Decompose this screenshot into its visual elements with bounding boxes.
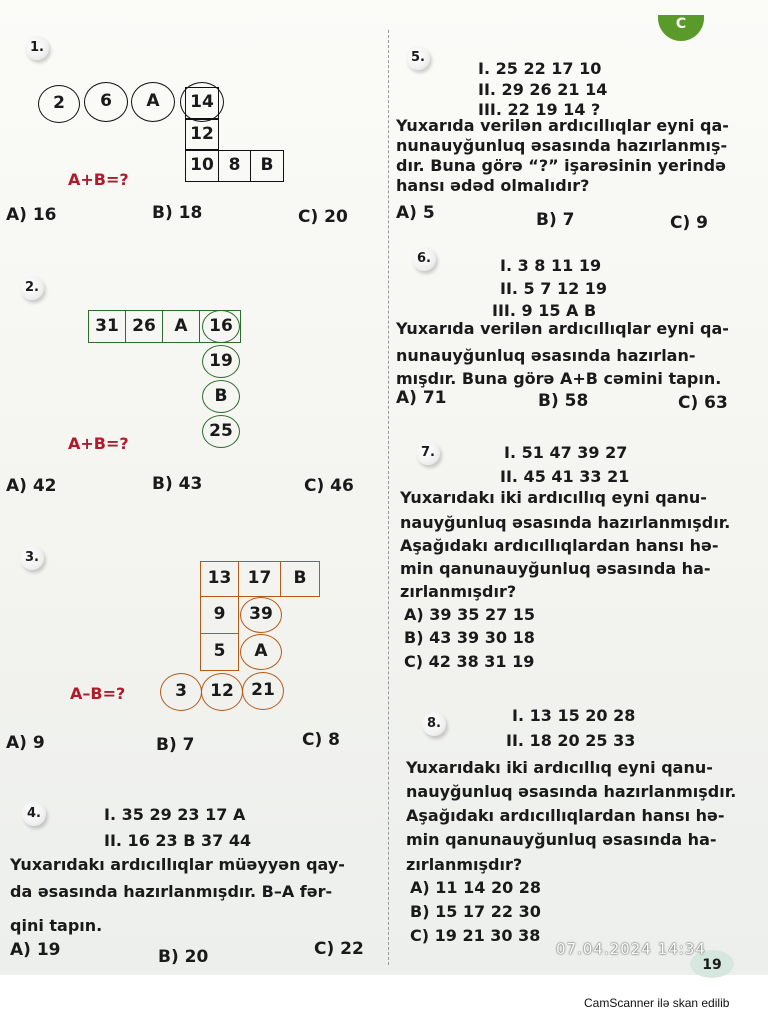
q4-text-1: Yuxarıdakı ardıcıllıqlar müəyyən qay-: [10, 855, 345, 874]
q2-ask: A+B=?: [68, 434, 129, 453]
q3-answer-b[interactable]: B) 7: [156, 735, 195, 755]
q7-text-4: min qanunauyğunluq əsasında ha-: [400, 559, 711, 578]
q2-cell-2: 26: [125, 310, 163, 343]
q2-answer-c[interactable]: C) 46: [304, 476, 354, 496]
q6-answer-c[interactable]: C) 63: [678, 393, 728, 413]
q6-text-3: mışdır. Buna görə A+B cəmini tapın.: [396, 369, 722, 388]
q8-text-4: min qanunauyğunluq əsasında ha-: [406, 830, 717, 849]
q1-answer-c[interactable]: C) 20: [298, 207, 348, 227]
q1-chain-circle-2: 6: [84, 82, 128, 122]
q1-cell-row-3: B: [250, 150, 284, 182]
q4-answer-b[interactable]: B) 20: [158, 947, 209, 967]
q8-answer-a[interactable]: A) 11 14 20 28: [410, 878, 542, 897]
q5-text-4: hansı ədəd olmalıdır?: [396, 176, 590, 195]
question-3-number: 3.: [20, 546, 44, 570]
q2-circle-2: 19: [202, 345, 240, 378]
question-1-number: 1.: [25, 36, 49, 60]
q1-cell-row-2: 8: [218, 150, 251, 182]
q8-sequence-1: I. 13 15 20 28: [512, 706, 636, 725]
q1-cell-row-1: 10: [185, 150, 219, 182]
q4-sequence-2: II. 16 23 B 37 44: [104, 831, 252, 850]
q5-answer-a[interactable]: A) 5: [396, 203, 435, 223]
q3-row1-cell-3: B: [280, 561, 320, 597]
q8-text-1: Yuxarıdakı iki ardıcıllıq eyni qanu-: [406, 758, 713, 777]
q3-row4-circle-1: 3: [160, 673, 202, 711]
q3-row4-circle-2: 12: [201, 673, 243, 711]
q2-answer-b[interactable]: B) 43: [152, 474, 203, 494]
q3-answer-c[interactable]: C) 8: [302, 730, 340, 750]
q3-row3-circle: A: [240, 634, 282, 670]
q2-circle-4: 25: [202, 415, 240, 448]
q8-answer-c[interactable]: C) 19 21 30 38: [410, 926, 541, 945]
q7-text-5: zırlanmışdır?: [400, 582, 517, 601]
q1-ask: A+B=?: [68, 170, 129, 189]
q5-text-1: Yuxarıda verilən ardıcıllıqlar eyni qa-: [396, 116, 729, 135]
date-time-stamp: 07.04.2024 14:34: [556, 940, 706, 958]
q3-row4-circle-3: 21: [242, 672, 284, 710]
q3-answer-a[interactable]: A) 9: [6, 733, 45, 753]
q6-text-1: Yuxarıda verilən ardıcıllıqlar eyni qa-: [396, 319, 729, 338]
q3-row2-circle: 39: [240, 597, 282, 633]
q8-text-5: zırlanmışdır?: [406, 855, 523, 874]
q1-answer-b[interactable]: B) 18: [152, 203, 203, 223]
q4-text-3: qini tapın.: [10, 916, 103, 935]
q5-sequence-1: I. 25 22 17 10: [478, 59, 602, 78]
q1-chain-circle-1: 2: [38, 85, 80, 123]
q6-answer-a[interactable]: A) 71: [396, 388, 447, 408]
q7-answer-c[interactable]: C) 42 38 31 19: [404, 652, 535, 671]
q5-text-2: nunauyğunluq əsasında hazırlanmış-: [396, 136, 728, 155]
q1-cell-col: 12: [185, 119, 219, 150]
q2-answer-a[interactable]: A) 42: [6, 476, 57, 496]
q3-ask: A–B=?: [70, 684, 126, 703]
question-2-number: 2.: [20, 276, 44, 300]
q8-text-3: Aşağıdakı ardıcıllıqlardan hansı hə-: [406, 806, 725, 825]
q6-sequence-2: II. 5 7 12 19: [500, 279, 608, 298]
q1-chain-circle-3: A: [131, 82, 175, 122]
q7-answer-a[interactable]: A) 39 35 27 15: [404, 605, 536, 624]
q7-text-3: Aşağıdakı ardıcıllıqlardan hansı hə-: [400, 536, 719, 555]
q5-sequence-3: III. 22 19 14 ?: [478, 100, 601, 119]
q8-sequence-2: II. 18 20 25 33: [506, 731, 636, 750]
q2-cell-1: 31: [88, 310, 126, 343]
q6-sequence-1: I. 3 8 11 19: [500, 256, 602, 275]
q6-sequence-3: III. 9 15 A B: [492, 301, 597, 320]
q6-answer-b[interactable]: B) 58: [538, 391, 589, 411]
q8-answer-b[interactable]: B) 15 17 22 30: [410, 902, 541, 921]
question-5-number: 5.: [406, 46, 430, 70]
scanner-watermark: CamScanner ilə skan edilib: [584, 996, 730, 1010]
q8-text-2: nauyğunluq əsasında hazırlanmışdır.: [406, 782, 737, 801]
q1-answer-a[interactable]: A) 16: [6, 205, 57, 225]
brand-tab: C: [658, 15, 704, 41]
question-4-number: 4.: [22, 802, 46, 826]
q3-row1-cell-2: 17: [238, 561, 281, 597]
column-divider: [388, 30, 389, 965]
q7-sequence-1: I. 51 47 39 27: [504, 443, 628, 462]
q3-row1-cell-1: 13: [200, 561, 239, 597]
question-7-number: 7.: [416, 441, 440, 465]
q5-answer-c[interactable]: C) 9: [670, 213, 708, 233]
q5-answer-b[interactable]: B) 7: [536, 210, 575, 230]
q2-cell-3: A: [162, 310, 200, 343]
q4-answer-a[interactable]: A) 19: [10, 940, 61, 960]
q2-circle-1: 16: [202, 310, 240, 343]
q4-sequence-1: I. 35 29 23 17 A: [104, 805, 246, 824]
q6-text-2: nunauyğunluq əsasında hazırlan-: [396, 346, 696, 365]
q4-answer-c[interactable]: C) 22: [314, 939, 364, 959]
q7-text-1: Yuxarıdakı iki ardıcıllıq eyni qanu-: [400, 488, 707, 507]
q5-text-3: dır. Buna görə “?” işarəsinin yerində: [396, 156, 726, 175]
q5-sequence-2: II. 29 26 21 14: [478, 80, 608, 99]
q2-circle-3: B: [202, 380, 240, 413]
q7-answer-b[interactable]: B) 43 39 30 18: [404, 628, 535, 647]
q3-row3-cell: 5: [200, 633, 239, 671]
q4-text-2: da əsasında hazırlanmışdır. B–A fər-: [10, 882, 333, 901]
page-number: 19: [690, 950, 734, 978]
q1-cell-14: 14: [185, 87, 219, 119]
q7-text-2: nauyğunluq əsasında hazırlanmışdır.: [400, 513, 731, 532]
q7-sequence-2: II. 45 41 33 21: [500, 467, 630, 486]
question-8-number: 8.: [422, 712, 446, 736]
q3-row2-cell: 9: [200, 596, 239, 634]
question-6-number: 6.: [412, 247, 436, 271]
